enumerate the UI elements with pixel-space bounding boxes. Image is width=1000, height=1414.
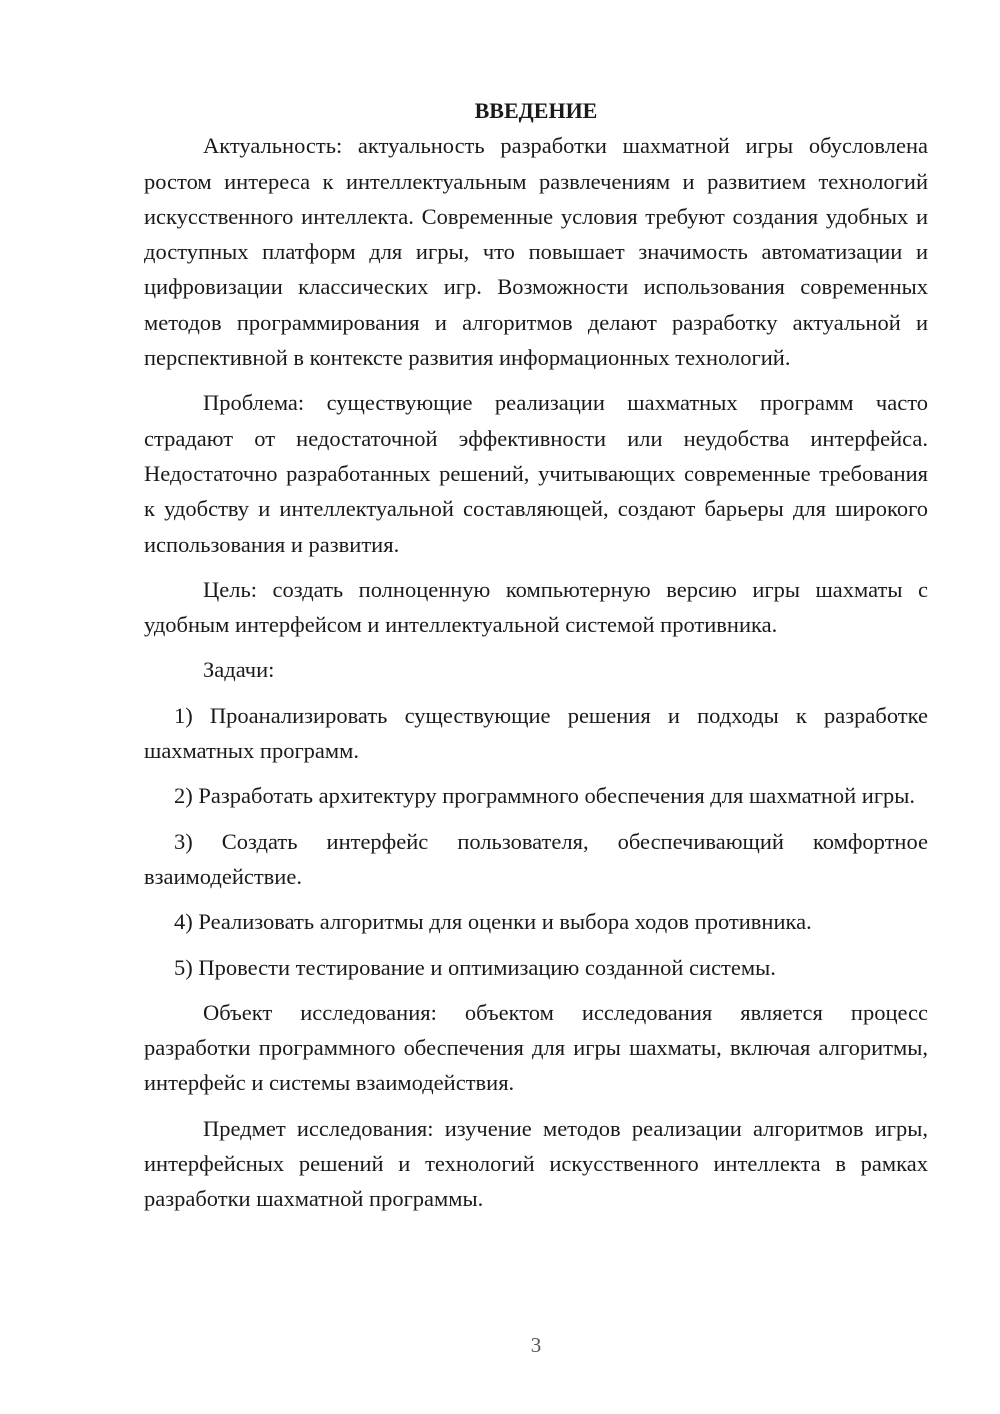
problem-paragraph: Проблема: существующие реализации шахматных программ часто страдают от недостаточной эффективности или неудобства интерфейса. Недостаточно разработанных решений, учитывающих современные требования к удобству и интеллектуальной составляющей, создают барьеры для широкого использования и развития. [144, 390, 928, 557]
subject-paragraph: Предмет исследования: изучение методов реализации алгоритмов игры, интерфейсных решений и технологий искусственного интеллекта в рамках разработки шахматной программы. [144, 1115, 928, 1212]
goal-paragraph: Цель: создать полноценную компьютерную версию игры шахматы с удобным интерфейсом и интеллектуальной системой противника. [144, 576, 928, 638]
task-item-2: 2) Разработать архитектуру программного обеспечения для шахматной игры. [174, 783, 916, 809]
task-item-1: 1) Проанализировать существующие решения и подходы к разработке шахматных программ. [144, 702, 928, 764]
task-item-5: 5) Провести тестирование и оптимизацию созданной системы. [174, 954, 776, 980]
document-body [144, 93, 928, 1227]
page-number: 3 [530, 1333, 542, 1357]
object-paragraph: Объект исследования: объектом исследования является процесс разработки программного обеспечения для игры шахматы, включая алгоритмы, интерфейс и системы взаимодействия. [144, 999, 928, 1096]
task-item-3: 3) Создать интерфейс пользователя, обеспечивающий комфортное взаимодействие. [144, 828, 928, 889]
tasks-label: Задачи: [203, 657, 275, 683]
section-heading: ВВЕДЕНИЕ [474, 98, 598, 123]
task-item-4: 4) Реализовать алгоритмы для оценки и выбора ходов противника. [174, 909, 812, 935]
relevance-paragraph: Актуальность: актуальность разработки шахматной игры обусловлена ростом интереса к интеллектуальным развлечениям и развитием технологий искусственного интеллекта. Современные условия требуют создания удобных и доступных платформ для игры, что повышает значимость автоматизации и цифровизации классических игр. Возможности использования современных методов программирования и алгоритмов делают разработку актуальной и перспективной в контексте развития информационных технологий. [144, 133, 928, 371]
